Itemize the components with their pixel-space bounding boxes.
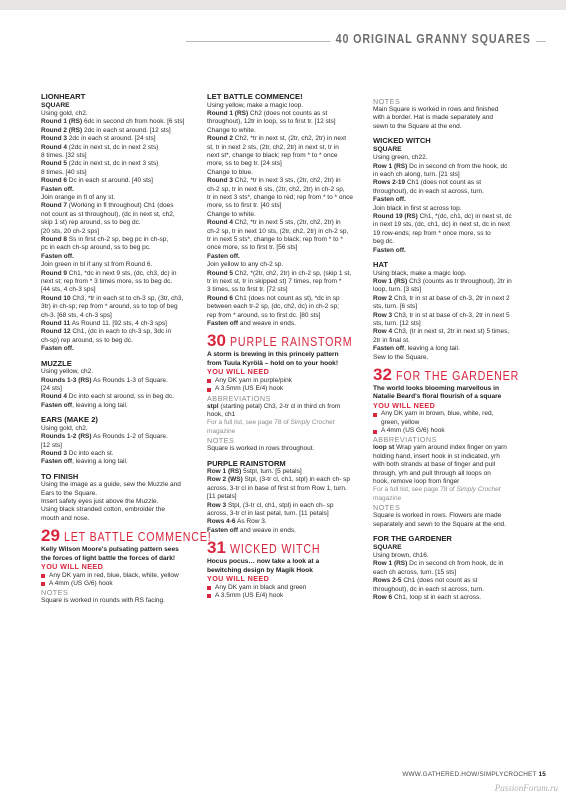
pattern-32-abbrev-4: through, yrh and pull through all loops on (373, 469, 491, 477)
pattern-30 (207, 332, 371, 453)
instruction-line: Row 2 (WS) Stpl, (3-tr cl, ch1, stpl) in each ch- sp (207, 476, 351, 484)
pattern-32-abbrev-3: with both strands at base of finger and pull (373, 461, 496, 469)
instruction-line: Fasten off, leaving a long tail. (41, 401, 128, 409)
pattern-31-intro-1: Hocus pocus… now take a look at a (207, 558, 320, 566)
pattern-32-item-yarn-cont: green, yellow (381, 418, 420, 426)
instruction-line: Round 4 (2dc in next st, dc in next 2 sts) (41, 143, 159, 151)
instruction-line: tr in next st, tr in skipped st) 7 times, rep from * (207, 278, 342, 286)
instruction-line: 19 row-ends; rep from * once more, ss to (373, 229, 491, 237)
purple-title: PURPLE RAINSTORM (207, 458, 286, 468)
instruction-line: between each tr-2 sp, (dc, ch2, dc) in ch-2 sp; (207, 303, 339, 311)
instruction-line: 3 times, ss to first tr. [72 sts] (207, 286, 288, 294)
instruction-line: Round 2 Ch2, *tr in next st, (2tr, ch2, 2tr) in next (207, 135, 347, 143)
pattern-32-abbrev-2: holding hand, insert hook in st indicated, yrh (373, 452, 500, 460)
witch-notes-2: with a border. Hat is made separately and (373, 114, 493, 122)
wicked-square-label: SQUARE (373, 145, 402, 153)
instruction-line: Fasten off. (207, 252, 240, 260)
pattern-32 (373, 366, 537, 529)
instruction-line: [12 sts] (41, 441, 62, 449)
pattern-30-intro-2: from Tuula Kyrölä – hold on to your hook! (207, 359, 339, 367)
instruction-line: Using the image as a guide, sew the Muzzle and (41, 481, 181, 489)
instruction-line: Round 1 (RS) 6dc in second ch from hook. [6 sts] (41, 118, 185, 126)
instruction-line: Join yellow to any ch-2 sp. (207, 261, 284, 269)
instruction-line: Fasten off, leaving a long tail. (373, 345, 460, 353)
instruction-line: Round 10 Ch3, *tr in each st to ch-3 sp, (3tr, ch3, (41, 294, 184, 302)
instruction-line: Fasten off and weave in ends. (207, 320, 296, 328)
instruction-line: next st; rep from * 3 times more, ss to beg dc. (41, 278, 173, 286)
instruction-line: ch-sp) rep around, ss to beg dc. (41, 336, 133, 344)
instruction-line: loop, turn. [3 sts] (373, 286, 422, 294)
instruction-line: 8 times. [32 sts] (41, 151, 87, 159)
pattern-31-intro-2: bewitching design by Magik Hook (207, 566, 313, 574)
instruction-line: Insert safety eyes just above the Muzzle. (41, 498, 159, 506)
instruction-line: Round 7 (Working in fl throughout) Ch1 (does (41, 202, 174, 210)
instruction-line: Using yellow, make a magic loop. (207, 101, 304, 109)
instruction-line: Row 1 (RS) Ch3 (counts as tr throughout), 2tr in (373, 277, 512, 285)
instruction-line: Join black in first st across top. (373, 204, 462, 212)
instruction-line: Round 9 Ch1, *dc in next 9 sts, (dc, ch3, dc) in (41, 269, 177, 277)
pattern-29-intro-1: Kelly Wilson Moore's pulsating pattern sees (41, 546, 179, 554)
instruction-line: Fasten off and weave in ends. (207, 526, 296, 534)
instruction-line: Row 6 Ch1, loop st in each st across. (373, 594, 482, 601)
instruction-line: Round 19 (RS) Ch1, *(dc, ch1, dc) in next st, dc (373, 212, 512, 220)
wicked-title: WICKED WITCH (373, 136, 431, 146)
instruction-line: Change to white. (207, 126, 256, 134)
instruction-line: Using green, ch22. (373, 154, 428, 162)
instruction-line: Rounds 1-3 (RS) As Rounds 1-3 of Square. (41, 376, 168, 384)
instruction-line: Rounds 1-2 (RS) As Rounds 1-2 of Square. (41, 433, 168, 441)
pattern-31-item-hook: A 3.5mm (US E/4) hook (207, 592, 371, 600)
pattern-29-you-will-need: YOU WILL NEED (41, 562, 104, 572)
instruction-line: Round 5 (2dc in next st, dc in next 3 sts) (41, 160, 159, 168)
to-finish-instructions (41, 481, 205, 523)
pattern-29-number: 29 (41, 526, 60, 546)
instruction-line: sts, turn. [6 sts] (373, 303, 418, 311)
witch-notes-1: Main Square is worked in rows and finished (373, 106, 499, 113)
instruction-line: Round 6 Ch1 (does not count as st), *dc in sp (207, 294, 340, 302)
instruction-line: Round 3 2dc in each st around. [24 sts] (41, 135, 156, 143)
pattern-29 (41, 526, 212, 605)
instruction-line: [20 sts, 20 ch-2 sps] (41, 227, 100, 235)
wicked-instructions (373, 154, 537, 255)
instruction-line: Row 1 (RS) Dc in second ch from hook, dc in (373, 560, 504, 568)
instruction-line: 2tr in final st. (373, 336, 410, 344)
column-2 (207, 92, 371, 600)
column-1 (41, 92, 212, 606)
instruction-line: Rows 2-19 Ch1 (does not count as st (373, 179, 482, 187)
watermark: PassionForum.ru (494, 783, 558, 793)
instruction-line: Rows 4-6 As Row 3. (207, 518, 267, 526)
gardener-square-label: SQUARE (373, 543, 402, 551)
pattern-32-ref: For a full list, see page 78 of Simply Crochet magazine (373, 486, 501, 502)
pattern-32-abbrev-5: hook, remove loop from finger (373, 478, 460, 486)
instruction-line: throughout), 12tr in loop, ss to first tr. [12 sts] (207, 118, 336, 126)
pattern-32-name: FOR THE GARDENER (395, 367, 520, 383)
instruction-line: Round 4 Dc into each st around, ss in beg dc. (41, 393, 174, 401)
instruction-line: 3tr) in ch-sp; rep from * around, ss to top of beg (41, 303, 178, 311)
pattern-30-abbrev-cont: hook, ch1 (207, 410, 236, 418)
instruction-line: sts, turn. [12 sts] (373, 319, 421, 327)
instruction-line: tr in next 5 sts*, change to black; rep from * to * (207, 236, 343, 243)
pattern-29-notes: Square is worked in rounds with RS facing. (41, 597, 165, 605)
instruction-line: Rows 2-5 Ch1 (does not count as st (373, 577, 478, 585)
pattern-31-item-yarn: Any DK yarn in black and green (207, 584, 371, 592)
pattern-32-you-will-need: YOU WILL NEED (373, 400, 436, 410)
pattern-31 (207, 539, 371, 600)
pattern-30-you-will-need: YOU WILL NEED (207, 367, 270, 377)
instruction-line: mouth and nose. (41, 514, 90, 522)
pattern-30-ref: For a full list, see page 78 of Simply Crochet magazine (207, 419, 335, 435)
instruction-line: Ears to the Square. (41, 489, 98, 497)
instruction-line: Using black, make a magic loop. (373, 269, 467, 277)
pattern-32-item-yarn: Any DK yarn in brown, blue, white, red, (373, 410, 537, 418)
instruction-line: Round 6 Dc in each st around. [40 sts] (41, 177, 153, 185)
pattern-29-notes-label: NOTES (41, 588, 69, 598)
instruction-line: Join orange in fl of any st. (41, 193, 116, 201)
pattern-32-abbrev-term: loop st (373, 444, 395, 452)
lionheart-square-label: SQUARE (41, 101, 70, 109)
instruction-line: ch-2 sp, tr in next 6 sts, (2tr, ch2, 2tr) in ch-2 sp, (207, 185, 345, 193)
pattern-32-intro-1: The world looks blooming marvellous in (373, 384, 500, 392)
to-finish-title: TO FINISH (41, 471, 79, 481)
pattern-30-item-yarn: Any DK yarn in purple/pink (207, 377, 371, 385)
ears-title: EARS (MAKE 2) (41, 415, 98, 425)
instruction-line: across, 3-tr cl in base of first st from Row 1, turn. (207, 484, 347, 492)
pattern-31-name: WICKED WITCH (229, 541, 321, 557)
instruction-line: Join green in bl if any st from Round 6. (41, 261, 153, 269)
instruction-line: next st*, change to black; rep from * to * once (207, 151, 338, 159)
instruction-line: Change to blue. (207, 168, 253, 176)
instruction-line: Round 11 As Round 11. [92 sts, 4 ch-3 sps] (41, 320, 167, 328)
pattern-31-you-will-need: YOU WILL NEED (207, 574, 270, 584)
instruction-line: skip 1 st) rep around, ss to beg dc. (41, 219, 141, 227)
pattern-29-intro-2: the forces of light battle the forces of dark! (41, 554, 176, 562)
instruction-line: Row 1 (RS) 5stpl, turn. [5 petals] (207, 468, 302, 476)
pattern-30-intro-1: A storm is brewing in this princely pattern (207, 351, 339, 359)
column-3 (373, 97, 537, 602)
lionheart-instructions (41, 110, 205, 354)
hat-title: HAT (373, 260, 389, 269)
instruction-line: rep from * around, ss to first dc. [80 sts] (207, 311, 321, 319)
instruction-line: tr in next 3 sts*, change to red; rep from * to * once (207, 193, 353, 201)
page-footer (402, 771, 546, 778)
pattern-32-notes-2: separately and sewn to the Square at the end. (373, 520, 506, 528)
instruction-line: Row 1 (RS) Dc in second ch from the hook, dc (373, 162, 508, 170)
instruction-line: Round 4 Ch2, *tr in next 5 sts, (2tr, ch2, 2tr) in (207, 219, 341, 227)
instruction-line: Using brown, ch16. (373, 551, 429, 559)
instruction-line: more, ss to first tr. [40 sts] (207, 202, 282, 210)
instruction-line: Round 2 (RS) 2dc in each st around. [12 sts] (41, 126, 171, 134)
pattern-32-abbrev: loop st Wrap yarn around index finger on yarn (373, 444, 507, 452)
pattern-32-notes-1: Square is worked in rows. Flowers are made (373, 512, 502, 520)
instruction-line: Using gold, ch2. (41, 109, 88, 117)
instruction-line: [11 petals] (207, 493, 237, 501)
lionheart-title: LIONHEART (41, 92, 86, 101)
muzzle-instructions (41, 368, 205, 410)
instruction-line: each ch across, turn. [15 sts] (373, 568, 457, 576)
instruction-line: Round 12 Ch1, (dc in each to ch-3 sp, 3dc in (41, 328, 172, 336)
instruction-line: pc in each ch-sp around, ss to beg pc. (41, 244, 151, 252)
instruction-line: Sew to the Square. (373, 353, 429, 361)
let-battle-title: LET BATTLE COMMENCE! (207, 92, 303, 101)
instruction-line: Fasten off, leaving a long tail. (41, 458, 128, 466)
instruction-line: Fasten off. (41, 252, 74, 260)
instruction-line: Change to white. (207, 210, 256, 218)
instruction-line: [24 sts] (41, 385, 62, 392)
pattern-30-abbrev-term: stpl (207, 402, 219, 410)
header-title: 40 ORIGINAL GRANNY SQUARES (330, 32, 536, 46)
pattern-32-item-hook: A 4mm (US G/6) hook (373, 427, 537, 435)
instruction-line: not count as st throughout), (dc in next st, ch2, (41, 210, 175, 218)
instruction-line: Fasten off. (41, 345, 74, 353)
instruction-line: 8 times. [40 sts] (41, 168, 87, 176)
instruction-line: Using gold, ch2. (41, 424, 88, 432)
instruction-line: in next 19 sts, (dc, ch1, dc) in next st, dc in next (373, 221, 510, 229)
instruction-line: ch-3. [68 sts, 4 ch-3 sps] (41, 311, 112, 319)
footer-site[interactable]: WWW.GATHERED.HOW/SIMPLYCROCHET (402, 771, 537, 778)
muzzle-title: MUZZLE (41, 358, 72, 368)
purple-instructions (207, 468, 371, 535)
let-battle-instructions (207, 102, 371, 329)
pattern-30-abbrev-label: ABBREVIATIONS (207, 393, 271, 403)
pattern-32-intro-2: Natalie Beard's floral flourish of a square (373, 393, 502, 401)
page-number: 15 (538, 771, 546, 778)
instruction-line: Row 2 Ch3, tr in st at base of ch-3, 2tr in next 2 (373, 294, 510, 302)
pattern-32-notes-label: NOTES (373, 503, 401, 513)
instruction-line: Using black stranded cotton, embroider the (41, 506, 165, 514)
instruction-line: Row 3 Ch3, tr in st at base of ch-3, 2tr in next 5 (373, 311, 510, 319)
instruction-line: Fasten off. (373, 196, 406, 204)
instruction-line: Row 4 Ch3, (tr in next st, 2tr in next st) 5 times, (373, 328, 510, 336)
pattern-30-abbrev: stpl (starting petal) Ch3, 2-tr cl in third ch from (207, 402, 341, 410)
witch-notes-label: NOTES (373, 97, 401, 106)
instruction-line: in each ch along, turn. [21 sts] (373, 170, 460, 178)
ears-instructions (41, 425, 205, 467)
pattern-30-notes-label: NOTES (207, 436, 235, 446)
pattern-30-notes: Square is worked in rows throughout. (207, 445, 315, 453)
instruction-line: Row 3 Stpl, (3-tr cl, ch1, stpl) in each ch- sp (207, 501, 334, 509)
instruction-line: Round 8 Ss in first ch-2 sp, beg pc in ch-sp, (41, 236, 169, 243)
instruction-line: Round 1 (RS) Ch2 (does not counts as st (207, 109, 328, 117)
instruction-line: across, 3-tr cl in last petal, turn. [11 petals] (207, 510, 329, 518)
instruction-line: beg dc. (373, 238, 395, 246)
pattern-29-item-yarn: Any DK yarn in red, blue, black, white, yellow (41, 572, 205, 580)
instruction-line: throughout), dc in each st across, turn. (373, 187, 484, 195)
page-header (186, 32, 546, 50)
pattern-29-name: LET BATTLE COMMENCE! (63, 529, 212, 545)
instruction-line: ch-2 sp, tr in next 10 sts, (2tr, ch2, 2tr) in ch-2 sp, (207, 227, 349, 235)
pattern-30-number: 30 (207, 331, 226, 351)
hat-instructions (373, 270, 537, 362)
instruction-line: Round 3 Dc into each st. (41, 449, 114, 457)
instruction-line: st, tr in next 2 sts, (2tr, ch2, 2tr) in next st, tr in (207, 143, 339, 151)
pattern-30-name: PURPLE RAINSTORM (229, 334, 353, 350)
pattern-29-item-hook: A 4mm (US G/6) hook (41, 580, 205, 588)
pattern-31-number: 31 (207, 538, 226, 558)
instruction-line: Round 5 Ch2, *(2tr, ch2, 2tr) in ch-2 sp, (skip 1 st, (207, 269, 352, 277)
instruction-line: [44 sts, 4 ch-3 sps] (41, 286, 96, 294)
pattern-32-number: 32 (373, 364, 392, 384)
instruction-line: Fasten off. (41, 185, 74, 193)
instruction-line: Fasten off. (373, 246, 406, 254)
top-band (0, 0, 566, 10)
gardener-instructions (373, 552, 537, 602)
instruction-line: throughout), dc in each st across, turn. (373, 585, 484, 593)
instruction-line: once more, ss to first tr. [56 sts] (207, 244, 298, 252)
pattern-30-item-hook: A 3.5mm (US E/4) hook (207, 385, 371, 393)
gardener-title: FOR THE GARDENER (373, 534, 452, 544)
pattern-32-abbrev-label: ABBREVIATIONS (373, 435, 437, 445)
instruction-line: more, ss to beg tr. [24 sts] (207, 160, 282, 168)
witch-notes-3: sewn to the Square at the end. (373, 122, 462, 130)
instruction-line: Using yellow, ch2. (41, 368, 94, 376)
instruction-line: Round 3 Ch2, *tr in next 3 sts, (2tr, ch2, 2tr) in (207, 177, 341, 185)
